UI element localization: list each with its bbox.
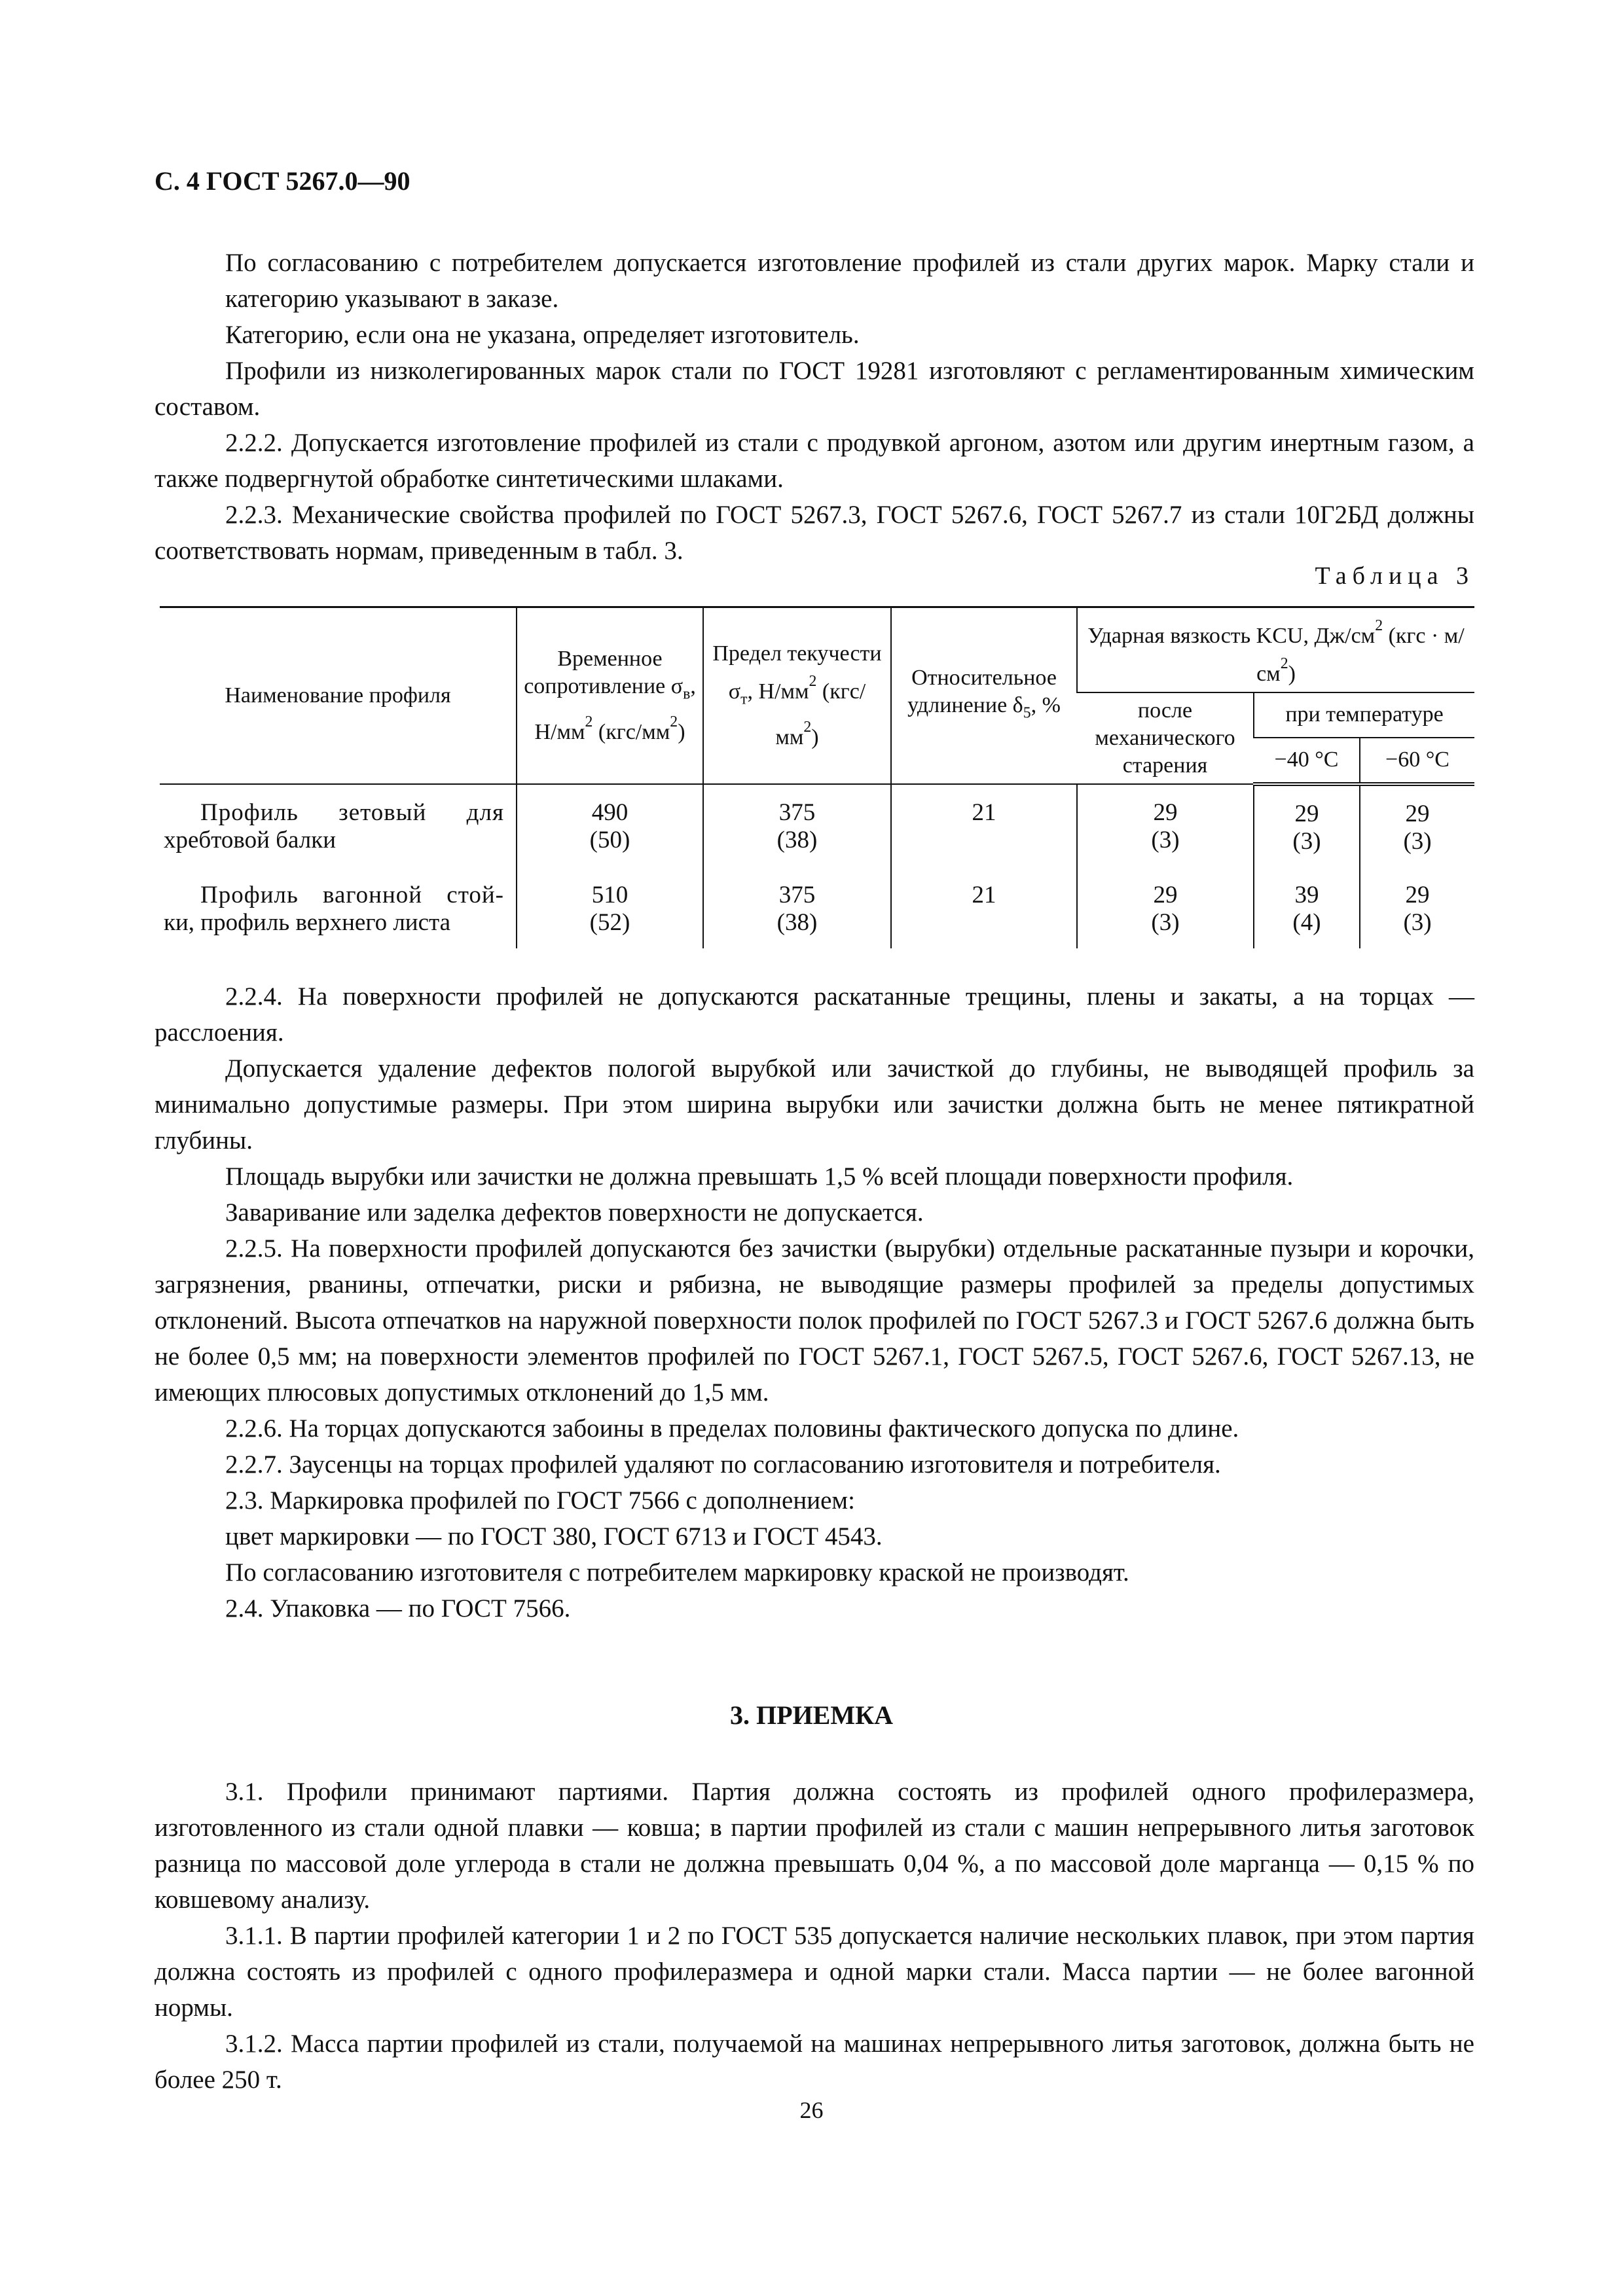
header-temp-minus40: −40 °С xyxy=(1254,738,1360,784)
paragraph: Профили из низколегированных марок стали по ГОСТ 19281 изготовляют с регламентированным химическим составом. xyxy=(155,357,1474,421)
table-row xyxy=(160,784,1474,867)
cell-tensile: 510 (52) xyxy=(517,867,703,948)
paragraph: По согласованию изготовителя с потребителем маркировку краской не производят. xyxy=(225,1558,1129,1587)
paragraph: 2.2.6. На торцах допускаются забоины в пределах половины фактического допуска по длине. xyxy=(225,1414,1239,1443)
paragraph: 3.1. Профили принимают партиями. Партия должна состоять из профилей одного профилеразмера, изготовленного из стали одной плавки — ковша; в партии профилей из стали с машин непрерывного литья заготовок разница по массовой доле углерода в стали не должна превышать 0,04 %, а по массовой доле марганца — 0,15 % по ковшевому анализу. xyxy=(155,1778,1474,1914)
page-header: С. 4 ГОСТ 5267.0—90 xyxy=(155,166,410,196)
cell-profile-name: Профиль вагонной стой- ки, профиль верхнего листа xyxy=(164,881,504,936)
paragraph: 3.1.2. Масса партии профилей из стали, получаемой на машинах непрерывного литья заготовок, должна быть не более 250 т. xyxy=(155,2030,1474,2094)
paragraph: 2.4. Упаковка — по ГОСТ 7566. xyxy=(225,1594,571,1623)
table-row xyxy=(160,867,1474,948)
paragraph: Площадь вырубки или зачистки не должна превышать 1,5 % всей площади поверхности профиля. xyxy=(225,1162,1294,1191)
cell-minus40: 29 (3) xyxy=(1254,784,1360,867)
cell-yield: 375 (38) xyxy=(703,784,891,867)
paragraph: 2.2.5. На поверхности профилей допускаются без зачистки (вырубки) отдельные раскатанные пузыри и корочки, загрязнения, рванины, отпечатки, риски и рябизна, не выводящие размеры профилей за пределы допустимых отклонений. Высота отпечатков на наружной поверхности полок профилей по ГОСТ 5267.3 и ГОСТ 5267.6 должна быть не более 0,5 мм; на поверхности элементов профилей по ГОСТ 5267.1, ГОСТ 5267.5, ГОСТ 5267.6, ГОСТ 5267.13, не имеющих плюсовых допустимых отклонений до 1,5 мм. xyxy=(155,1234,1474,1407)
cell-aging: 29 (3) xyxy=(1077,867,1254,948)
page-number: 26 xyxy=(799,2097,824,2123)
cell-profile-name: Профиль зетовый для хребтовой балки xyxy=(164,798,504,853)
header-elongation: Относительное удлинение $\delta_5$, % xyxy=(891,607,1077,784)
cell-tensile: 490 (50) xyxy=(517,784,703,867)
mechanical-properties-table xyxy=(160,606,1474,948)
cell-yield: 375 (38) xyxy=(703,867,891,948)
header-after-aging: после механического старения xyxy=(1077,692,1254,784)
paragraph: По согласованию с потребителем допускается изготовление профилей из стали других марок. Марку стали и категорию указывают в заказе. xyxy=(225,249,1474,313)
header-at-temperature: при температуре xyxy=(1254,692,1474,738)
paragraph: Допускается удаление дефектов пологой вырубкой или зачисткой до глубины, не выводящей профиль за минимально допустимые размеры. При этом ширина вырубки или зачистки должна быть не менее пятикратной глубины. xyxy=(155,1054,1474,1155)
paragraph: 2.3. Маркировка профилей по ГОСТ 7566 с дополнением: xyxy=(225,1486,855,1515)
cell-minus60: 29 (3) xyxy=(1360,867,1474,948)
section-heading: 3. ПРИЕМКА xyxy=(730,1700,893,1730)
cell-minus60: 29 (3) xyxy=(1360,784,1474,867)
header-impact-toughness: Ударная вязкость KCU, $Дж/см^2$ $(кгс \cdot м/см^2)$ xyxy=(1077,607,1474,692)
header-tensile-strength: Временное сопротивление $\sigma_в$, $Н/мм^2$ $(кгс/мм^2)$ xyxy=(517,607,703,784)
section-text-block xyxy=(155,1774,1474,2098)
cell-aging: 29 (3) xyxy=(1077,784,1254,867)
paragraph: 2.2.7. Заусенцы на торцах профилей удаляют по согласованию изготовителя и потребителя. xyxy=(225,1450,1221,1479)
header-temp-minus60: −60 °С xyxy=(1360,738,1474,784)
paragraph: 2.2.2. Допускается изготовление профилей из стали с продувкой аргоном, азотом или другим инертным газом, а также подвергнутой обработке синтетическими шлаками. xyxy=(155,429,1474,493)
paragraph: 2.2.3. Механические свойства профилей по ГОСТ 5267.3, ГОСТ 5267.6, ГОСТ 5267.7 из стали 10Г2БД должны соответствовать нормам, приведенным в табл. 3. xyxy=(155,501,1474,565)
header-yield-strength: Предел текучести $\sigma_т$, $Н/мм^2$ $(кгс/мм^2)$ xyxy=(703,607,891,784)
paragraph: цвет маркировки — по ГОСТ 380, ГОСТ 6713 и ГОСТ 4543. xyxy=(225,1522,883,1551)
cell-elongation: 21 xyxy=(891,784,1077,867)
paragraph: Заваривание или заделка дефектов поверхности не допускается. xyxy=(225,1198,924,1227)
table-caption: Таблица 3 xyxy=(1315,562,1474,590)
cell-minus40: 39 (4) xyxy=(1254,867,1360,948)
paragraph: 2.2.4. На поверхности профилей не допускаются раскатанные трещины, плены и закаты, а на торцах — расслоения. xyxy=(155,982,1474,1047)
paragraph: Категорию, если она не указана, определяет изготовитель. xyxy=(225,321,860,349)
cell-elongation: 21 xyxy=(891,867,1077,948)
after-table-text-block xyxy=(155,978,1474,1626)
intro-text-block xyxy=(155,245,1474,569)
header-profile-name: Наименование профиля xyxy=(160,607,517,784)
paragraph: 3.1.1. В партии профилей категории 1 и 2 по ГОСТ 535 допускается наличие нескольких плавок, при этом партия должна состоять из профилей с одного профилеразмера и одной марки стали. Масса партии — не более вагонной нормы. xyxy=(155,1922,1474,2022)
